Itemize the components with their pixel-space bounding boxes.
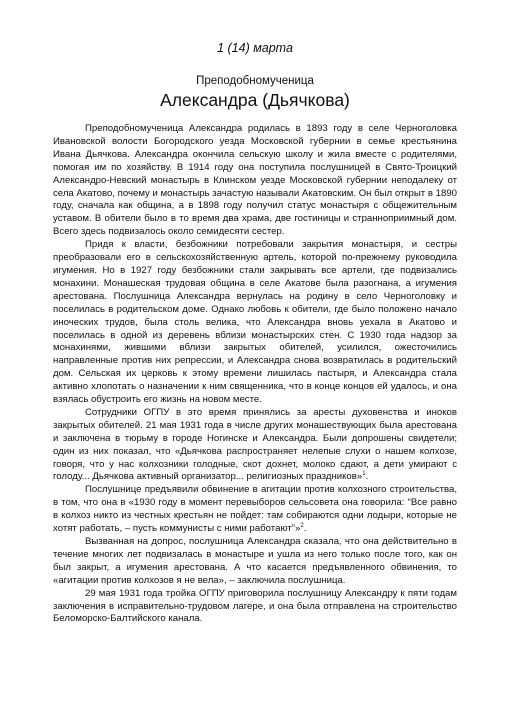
saint-rank: Преподобномученица — [196, 75, 314, 87]
paragraph — [53, 407, 457, 484]
paragraph-tail: . — [303, 523, 307, 535]
document-body — [53, 123, 457, 626]
paragraph — [53, 239, 457, 407]
footnote-ref-1[interactable]: 1 — [362, 471, 366, 478]
paragraph-text: 29 мая 1931 года тройка ОГПУ приговорила послушницу Александру к пяти годам заключения в исправительно-трудовом лагере, и она была отправлена на строительство Беломорско-Балтийского канала. — [53, 587, 457, 625]
paragraph — [53, 123, 457, 239]
paragraph-text: Сотрудники ОГПУ в это время принялись за аресты духовенства и иноков закрытых обителей. 21 мая 1931 года в числе других монашествующих была арестована и заключена в тюрьму в городе Ногинске и Александра. Были допрошены свидетели; один из них показал, что «Дьячкова распространяет нелепые слухи о нашем колхозе, говоря, что у нас колхозники голодные, скот дохнет, молоко сдают, а дети умирают с голоду... Дьячкова активный организатор... религиозных праздников» — [53, 406, 457, 483]
footnote-ref-2[interactable]: 2 — [300, 522, 304, 529]
feast-date: 1 (14) марта — [217, 41, 293, 55]
paragraph-text: Вызванная на допрос, послушница Александра сказала, что она действительно в течение многих лет подвизалась в монастыре и ушла из него только после того, как он был закрыт, а игумения арестована. А что касается предъявленного обвинения, то «агитации против колхозов я не вела», – заключила послушница. — [53, 536, 457, 586]
saint-name-title: Александра (Дьячкова) — [160, 90, 350, 110]
paragraph-text: Преподобномученица Александра родилась в 1893 году в селе Черноголовка Ивановской волости Богородского уезда Московской губернии в семье крестьянина Ивана Дьячкова. Александра окончила сельскую школу и жила вместе с родителями, помогая им по хозяйству. В 1914 году она поступила послушницей в Свято-Троицкий Александро-Невский монастырь в Клинском уезде Московской губернии неподалеку от села Акатово, почему и монастырь зачастую называли Акатовским. Он был открыт в 1890 году, сначала как община, а в 1898 году получил статус монастыря с общежительным уставом. В обители было в то время два храма, две гостиницы и странноприимный дом. Всего здесь подвизалось около семидесяти сестер. — [53, 123, 457, 238]
paragraph-text: Придя к власти, безбожники потребовали закрытия монастыря, и сестры преобразовали его в сельскохозяйственную артель, которой по-прежнему руководила игумения. Но в 1927 году безбожники стали закрывать все артели, где подвизались монахини. Монашеская трудовая община в селе Акатове была разогнана, а игумения арестована. Послушница Александра вернулась на родину в село Черноголовку и поселилась в родительском доме. Однако любовь к обители, где было положено начало иноческих трудов, была столь велика, что Александра вновь уехала в Акатово и поселилась в одной из деревень вблизи монастырских стен. С 1930 года надзор за монахинями, жившими вблизи закрытых обителей, усилился, ожесточились направленные против них репрессии, и Александра снова возвратилась в родительский дом. Сельская их церковь к этому времени лишилась пастыря, и Александра стала активно хлопотать о назначении к ним священника, что в конце концов ей удалось, и она взялась обустроить его жизнь на новом месте. — [53, 239, 457, 406]
paragraph — [53, 484, 457, 536]
paragraph — [53, 536, 457, 588]
paragraph-text: Послушнице предъявили обвинение в агитации против колхозного строительства, в том, что она в «1930 году в момент перевыборов сельсовета она говорила: “Все равно в колхоз никто из честных крестьян не пойдет: там собираются одни лодыри, которые не хотят работать, – пусть коммунисты с ними работают”» — [53, 484, 457, 535]
paragraph-tail: . — [365, 471, 369, 483]
paragraph — [53, 588, 457, 627]
